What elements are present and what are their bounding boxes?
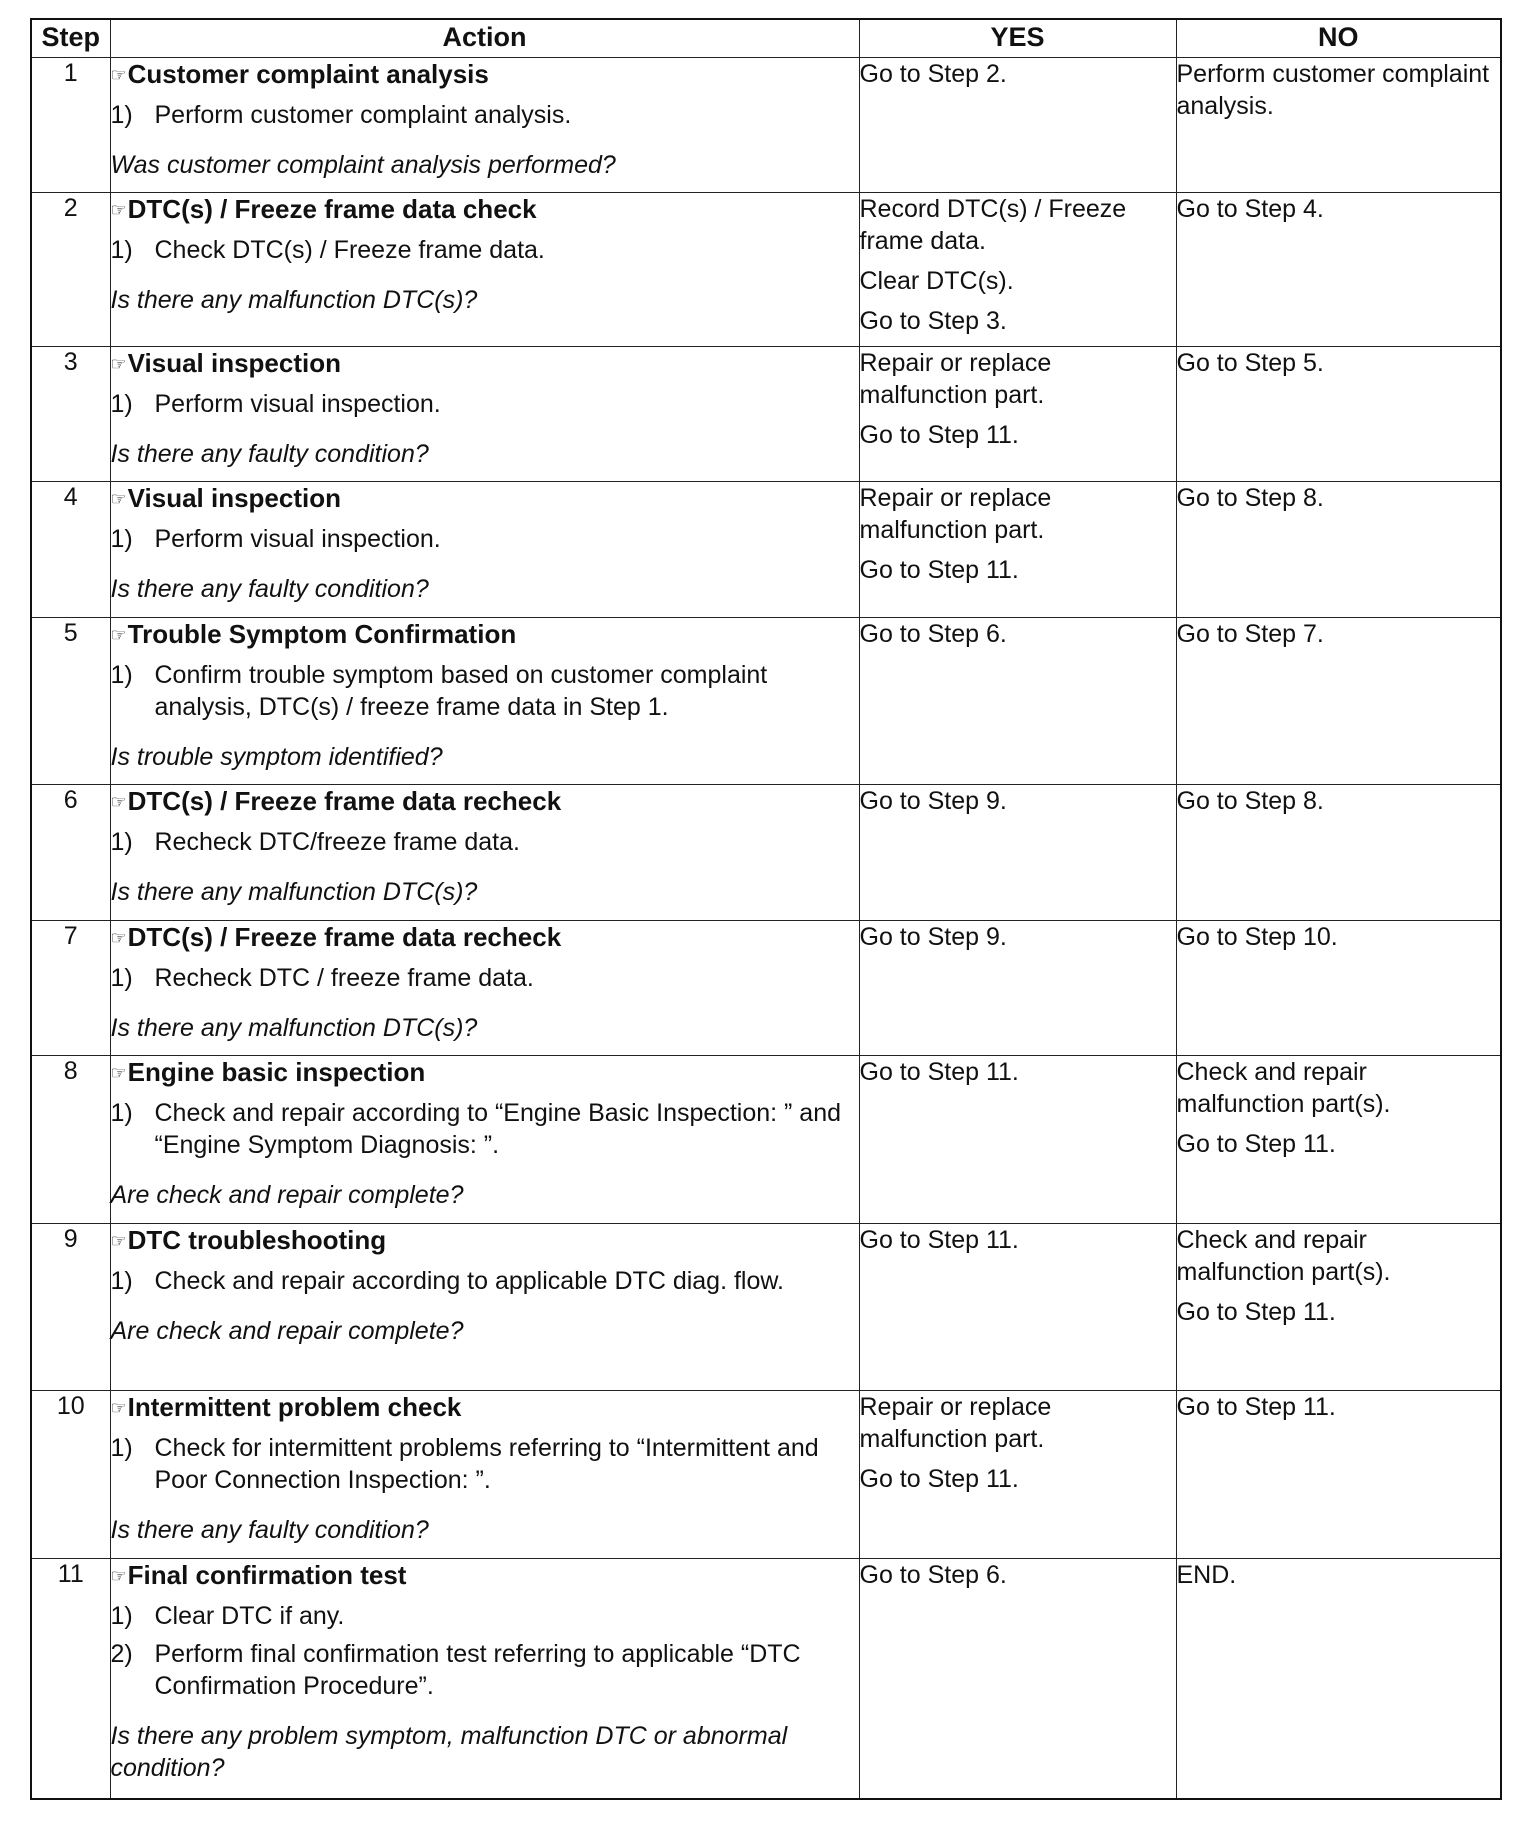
step-row bbox=[31, 785, 1501, 920]
action-cell bbox=[110, 1558, 859, 1799]
action-title bbox=[111, 193, 859, 228]
sub-step-number: 2) bbox=[110, 1639, 133, 1668]
action-question: Is there any faulty condition? bbox=[110, 439, 429, 468]
yes-result-line: Record DTC(s) / Freeze frame data. bbox=[859, 195, 1127, 256]
action-cell bbox=[110, 920, 859, 1055]
yes-result-line: Repair or replace malfunction part. bbox=[859, 1393, 1052, 1454]
sub-step-number: 1) bbox=[110, 1601, 133, 1630]
action-title-text: Trouble Symptom Confirmation bbox=[127, 618, 517, 649]
sub-step-text: Perform visual inspection. bbox=[154, 389, 441, 418]
action-title bbox=[111, 1056, 859, 1091]
step-row bbox=[31, 482, 1501, 617]
action-cell bbox=[110, 1223, 859, 1391]
step-number: 3 bbox=[31, 346, 110, 481]
no-cell bbox=[1176, 1223, 1501, 1391]
sub-step bbox=[111, 523, 859, 555]
no-result-line: Perform customer complaint analysis. bbox=[1176, 60, 1490, 120]
action-title bbox=[111, 482, 859, 517]
yes-result-line: Go to Step 11. bbox=[859, 1465, 1019, 1494]
pointing-hand-icon: ☞ bbox=[110, 927, 127, 948]
sub-step bbox=[111, 1638, 859, 1702]
step-row bbox=[31, 1391, 1501, 1559]
sub-step bbox=[111, 388, 859, 420]
yes-cell bbox=[859, 1223, 1176, 1391]
yes-cell bbox=[859, 920, 1176, 1055]
header-step: Step bbox=[31, 19, 110, 58]
header-action: Action bbox=[110, 19, 859, 58]
action-title-text: DTC(s) / Freeze frame data check bbox=[127, 194, 537, 225]
yes-result-line: Go to Step 11. bbox=[859, 420, 1019, 449]
sub-step-number: 1) bbox=[110, 101, 133, 129]
yes-cell bbox=[859, 1558, 1176, 1799]
sub-step bbox=[111, 826, 859, 858]
step-number: 5 bbox=[31, 617, 110, 785]
no-result-line: Go to Step 5. bbox=[1176, 348, 1324, 377]
no-cell bbox=[1176, 1056, 1501, 1224]
yes-result-line: Go to Step 6. bbox=[859, 1560, 1007, 1589]
no-result-line: Check and repair malfunction part(s). bbox=[1176, 1058, 1391, 1119]
yes-result-line: Go to Step 9. bbox=[859, 787, 1007, 816]
step-number: 8 bbox=[31, 1056, 110, 1224]
action-question: Are check and repair complete? bbox=[110, 1181, 464, 1210]
step-number: 2 bbox=[31, 193, 110, 346]
no-cell bbox=[1176, 920, 1501, 1055]
pointing-hand-icon: ☞ bbox=[110, 1230, 127, 1251]
no-result-line: Check and repair malfunction part(s). bbox=[1176, 1225, 1391, 1286]
sub-step-number: 1) bbox=[110, 389, 133, 418]
no-result-line: END. bbox=[1176, 1560, 1237, 1589]
action-cell bbox=[110, 346, 859, 481]
sub-step-number: 1) bbox=[110, 236, 133, 265]
action-question: Is there any malfunction DTC(s)? bbox=[110, 1013, 478, 1042]
no-cell bbox=[1176, 1558, 1501, 1799]
action-cell bbox=[110, 193, 859, 346]
step-row bbox=[31, 1223, 1501, 1391]
step-number: 10 bbox=[31, 1391, 110, 1559]
yes-result-line: Go to Step 11. bbox=[859, 1058, 1019, 1087]
action-title-text: Visual inspection bbox=[127, 347, 341, 378]
action-title-text: DTC(s) / Freeze frame data recheck bbox=[127, 921, 562, 952]
action-title bbox=[111, 1391, 859, 1426]
yes-cell bbox=[859, 1391, 1176, 1559]
sub-step-text: Check and repair according to applicable DTC diag. flow. bbox=[154, 1266, 785, 1295]
step-row bbox=[31, 920, 1501, 1055]
sub-step-text: Clear DTC if any. bbox=[154, 1601, 345, 1630]
no-cell bbox=[1176, 1391, 1501, 1559]
yes-cell bbox=[859, 193, 1176, 346]
action-title-text: Intermittent problem check bbox=[127, 1392, 462, 1423]
sub-step-number: 1) bbox=[110, 660, 133, 689]
action-title bbox=[111, 1559, 859, 1594]
action-cell bbox=[110, 482, 859, 617]
pointing-hand-icon: ☞ bbox=[110, 200, 127, 221]
sub-step bbox=[111, 234, 859, 266]
sub-step-text: Check DTC(s) / Freeze frame data. bbox=[154, 236, 545, 265]
sub-step-number: 1) bbox=[110, 1434, 133, 1463]
step-number: 11 bbox=[31, 1558, 110, 1799]
sub-step bbox=[111, 1265, 859, 1297]
action-title-text: Engine basic inspection bbox=[127, 1057, 426, 1088]
step-number: 4 bbox=[31, 482, 110, 617]
diagnostic-flow-table bbox=[30, 18, 1502, 1800]
step-number: 1 bbox=[31, 58, 110, 193]
yes-result-line: Go to Step 2. bbox=[859, 60, 1007, 88]
action-question: Is there any malfunction DTC(s)? bbox=[110, 286, 478, 315]
action-title bbox=[111, 58, 859, 93]
action-cell bbox=[110, 1391, 859, 1559]
no-cell bbox=[1176, 617, 1501, 785]
yes-result-line: Go to Step 9. bbox=[859, 922, 1007, 951]
yes-cell bbox=[859, 785, 1176, 920]
yes-cell bbox=[859, 346, 1176, 481]
yes-cell bbox=[859, 482, 1176, 617]
no-cell bbox=[1176, 346, 1501, 481]
pointing-hand-icon: ☞ bbox=[110, 489, 127, 510]
no-result-line: Go to Step 11. bbox=[1176, 1297, 1336, 1326]
action-title-text: Customer complaint analysis bbox=[127, 59, 489, 89]
yes-cell bbox=[859, 1056, 1176, 1224]
no-result-line: Go to Step 4. bbox=[1176, 195, 1324, 224]
sub-step bbox=[111, 962, 859, 994]
no-cell bbox=[1176, 58, 1501, 193]
header-row bbox=[31, 19, 1501, 58]
yes-result-line: Repair or replace malfunction part. bbox=[859, 484, 1052, 545]
header-yes: YES bbox=[859, 19, 1176, 58]
no-result-line: Go to Step 7. bbox=[1176, 619, 1324, 648]
action-title-text: DTC troubleshooting bbox=[127, 1224, 387, 1255]
pointing-hand-icon: ☞ bbox=[110, 353, 127, 374]
sub-step bbox=[111, 1600, 859, 1632]
sub-step bbox=[111, 1432, 859, 1496]
no-result-line: Go to Step 11. bbox=[1176, 1393, 1336, 1422]
sub-step-number: 1) bbox=[110, 828, 133, 857]
action-title-text: DTC(s) / Freeze frame data recheck bbox=[127, 786, 562, 817]
no-result-line: Go to Step 10. bbox=[1176, 922, 1338, 951]
step-row bbox=[31, 1056, 1501, 1224]
sub-step-number: 1) bbox=[110, 963, 133, 992]
action-cell bbox=[110, 58, 859, 193]
step-row bbox=[31, 1558, 1501, 1799]
step-number: 6 bbox=[31, 785, 110, 920]
action-question: Is there any problem symptom, malfunction DTC or abnormal condition? bbox=[110, 1721, 788, 1782]
action-cell bbox=[110, 785, 859, 920]
step-number: 9 bbox=[31, 1223, 110, 1391]
action-title-text: Visual inspection bbox=[127, 483, 341, 514]
yes-result-line: Go to Step 11. bbox=[859, 1225, 1019, 1254]
sub-step bbox=[111, 1097, 859, 1161]
no-cell bbox=[1176, 193, 1501, 346]
yes-cell bbox=[859, 617, 1176, 785]
step-row bbox=[31, 346, 1501, 481]
pointing-hand-icon: ☞ bbox=[110, 792, 127, 813]
no-result-line: Go to Step 8. bbox=[1176, 484, 1324, 513]
yes-result-line: Go to Step 3. bbox=[859, 307, 1007, 336]
sub-step-number: 1) bbox=[110, 1266, 133, 1295]
step-row bbox=[31, 58, 1501, 193]
yes-cell bbox=[859, 58, 1176, 193]
no-cell bbox=[1176, 482, 1501, 617]
header-no: NO bbox=[1176, 19, 1501, 58]
action-title bbox=[111, 921, 859, 956]
sub-step-text: Confirm trouble symptom based on customer complaint analysis, DTC(s) / freeze frame data in Step 1. bbox=[154, 660, 768, 721]
pointing-hand-icon: ☞ bbox=[110, 1063, 127, 1084]
action-cell bbox=[110, 617, 859, 785]
sub-step-number: 1) bbox=[110, 1099, 133, 1128]
step-row bbox=[31, 193, 1501, 346]
action-question: Are check and repair complete? bbox=[110, 1316, 464, 1345]
action-title bbox=[111, 785, 859, 820]
pointing-hand-icon: ☞ bbox=[110, 65, 127, 85]
action-question: Was customer complaint analysis performed? bbox=[110, 151, 616, 179]
no-cell bbox=[1176, 785, 1501, 920]
step-number: 7 bbox=[31, 920, 110, 1055]
sub-step bbox=[111, 99, 859, 131]
sub-step-text: Perform customer complaint analysis. bbox=[154, 101, 572, 129]
action-question: Is trouble symptom identified? bbox=[110, 742, 443, 771]
action-question: Is there any faulty condition? bbox=[110, 575, 429, 604]
sub-step-number: 1) bbox=[110, 525, 133, 554]
yes-result-line: Repair or replace malfunction part. bbox=[859, 348, 1052, 409]
no-result-line: Go to Step 8. bbox=[1176, 787, 1324, 816]
pointing-hand-icon: ☞ bbox=[110, 624, 127, 645]
action-question: Is there any malfunction DTC(s)? bbox=[110, 878, 478, 907]
step-row bbox=[31, 617, 1501, 785]
no-result-line: Go to Step 11. bbox=[1176, 1130, 1336, 1159]
action-cell bbox=[110, 1056, 859, 1224]
yes-result-line: Go to Step 6. bbox=[859, 619, 1007, 648]
yes-result-line: Go to Step 11. bbox=[859, 556, 1019, 585]
action-title bbox=[111, 1224, 859, 1259]
action-title bbox=[111, 618, 859, 653]
pointing-hand-icon: ☞ bbox=[110, 1565, 127, 1586]
action-title-text: Final confirmation test bbox=[127, 1559, 407, 1590]
sub-step-text: Check for intermittent problems referring to “Intermittent and Poor Connection Inspection: ”. bbox=[154, 1434, 819, 1495]
sub-step-text: Perform visual inspection. bbox=[154, 525, 441, 554]
sub-step-text: Recheck DTC / freeze frame data. bbox=[154, 963, 534, 992]
action-title bbox=[111, 347, 859, 382]
sub-step-text: Perform final confirmation test referring to applicable “DTC Confirmation Procedure”. bbox=[154, 1639, 801, 1700]
pointing-hand-icon: ☞ bbox=[110, 1398, 127, 1419]
sub-step-text: Check and repair according to “Engine Basic Inspection: ” and “Engine Symptom Diagnosis: ”. bbox=[154, 1099, 841, 1160]
sub-step bbox=[111, 659, 859, 723]
sub-step-text: Recheck DTC/freeze frame data. bbox=[154, 828, 520, 857]
yes-result-line: Clear DTC(s). bbox=[859, 267, 1014, 296]
action-question: Is there any faulty condition? bbox=[110, 1516, 429, 1545]
